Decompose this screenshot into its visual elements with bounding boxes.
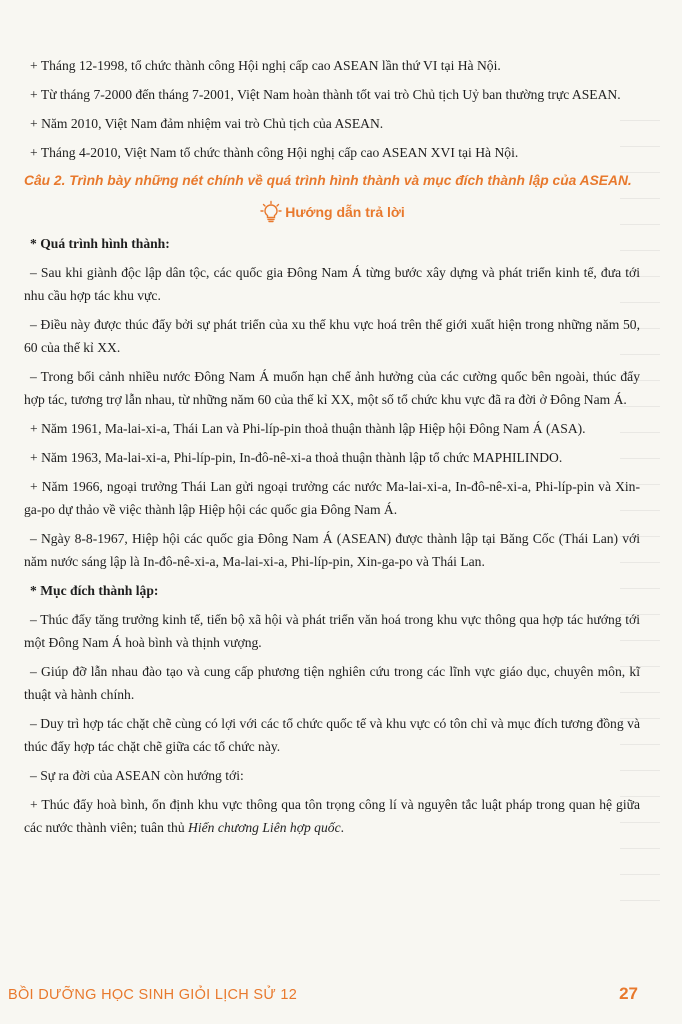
paragraph: + Năm 1963, Ma-lai-xi-a, Phi-líp-pin, In-đô-nê-xi-a thoả thuận thành lập tổ chức MAPHILINDO.	[30, 450, 563, 465]
paragraph: + Tháng 12-1998, tổ chức thành công Hội nghị cấp cao ASEAN lần thứ VI tại Hà Nội.	[30, 58, 501, 73]
paragraph: – Ngày 8-8-1967, Hiệp hội các quốc gia Đông Nam Á (ASEAN) được thành lập tại Băng Cốc (Thái Lan) với năm nước sáng lập là In-đô-nê-xi-a, Ma-lai-xi-a, Phi-líp-pin, Xin-ga-po và Thái Lan.	[24, 531, 640, 569]
page-content	[24, 54, 640, 845]
paragraph: + Năm 1966, ngoại trưởng Thái Lan gửi ngoại trưởng các nước Ma-lai-xi-a, In-đô-nê-xi-a, Phi-líp-pin và Xin-ga-po dự thảo về việc thành lập Hiệp hội các quốc gia Đông Nam Á.	[24, 479, 640, 517]
lightbulb-icon	[259, 200, 283, 224]
paragraph: – Điều này được thúc đẩy bởi sự phát triển của xu thế khu vực hoá trên thế giới xuất hiện trong những năm 50, 60 của thế kỉ XX.	[24, 317, 640, 355]
answer-guide-label: Hướng dẫn trả lời	[285, 204, 405, 220]
paragraph: – Sau khi giành độc lập dân tộc, các quốc gia Đông Nam Á từng bước xây dựng và phát triển kinh tế, đưa tới nhu cầu hợp tác khu vực.	[24, 265, 640, 303]
page-number: 27	[619, 984, 638, 1003]
paragraph: + Tháng 4-2010, Việt Nam tổ chức thành công Hội nghị cấp cao ASEAN XVI tại Hà Nội.	[30, 145, 519, 160]
paragraph: – Trong bối cảnh nhiều nước Đông Nam Á muốn hạn chế ảnh hưởng của các cường quốc bên ngoài, thúc đẩy hợp tác, tương trợ lẫn nhau, từ những năm 60 của thế kỉ XX, một số tổ chức khu vực đã ra đời ở Đông Nam Á.	[24, 369, 640, 407]
paragraph: – Thúc đẩy tăng trưởng kinh tế, tiến bộ xã hội và phát triển văn hoá trong khu vực thông qua hợp tác hướng tới một Đông Nam Á hoà bình và thịnh vượng.	[24, 612, 640, 650]
section-heading: * Mục đích thành lập:	[30, 583, 159, 598]
paragraph: – Giúp đỡ lẫn nhau đào tạo và cung cấp phương tiện nghiên cứu trong các lĩnh vực giáo dục, chuyên môn, kĩ thuật và hành chính.	[24, 664, 640, 702]
section-heading: * Quá trình hình thành:	[30, 236, 170, 251]
paragraph	[24, 793, 640, 839]
answer-guide-header	[24, 196, 640, 228]
book-title: BỒI DƯỠNG HỌC SINH GIỎI LỊCH SỬ 12	[8, 987, 298, 1003]
paragraph-text: + Thúc đẩy hoà bình, ổn định khu vực thông qua tôn trọng công lí và nguyên tắc luật pháp trong quan hệ giữa các nước thành viên; tuân thủ	[24, 797, 640, 835]
paragraph: + Năm 1961, Ma-lai-xi-a, Thái Lan và Phi-líp-pin thoả thuận thành lập Hiệp hội Đông Nam Á (ASA).	[30, 421, 586, 436]
paragraph: + Từ tháng 7-2000 đến tháng 7-2001, Việt Nam hoàn thành tốt vai trò Chủ tịch Uỷ ban thường trực ASEAN.	[30, 87, 621, 102]
italic-citation: Hiến chương Liên hợp quốc	[188, 820, 341, 835]
question-title: Câu 2. Trình bày những nét chính về quá trình hình thành và mục đích thành lập của ASEAN.	[24, 173, 632, 188]
paragraph-end: .	[340, 820, 345, 835]
paragraph: – Duy trì hợp tác chặt chẽ cùng có lợi với các tổ chức quốc tế và khu vực có tôn chỉ và mục đích tương đồng và thúc đẩy hợp tác chặt chẽ giữa các tổ chức này.	[24, 716, 640, 754]
paragraph: – Sự ra đời của ASEAN còn hướng tới:	[30, 768, 244, 783]
paragraph: + Năm 2010, Việt Nam đảm nhiệm vai trò Chủ tịch của ASEAN.	[30, 116, 384, 131]
